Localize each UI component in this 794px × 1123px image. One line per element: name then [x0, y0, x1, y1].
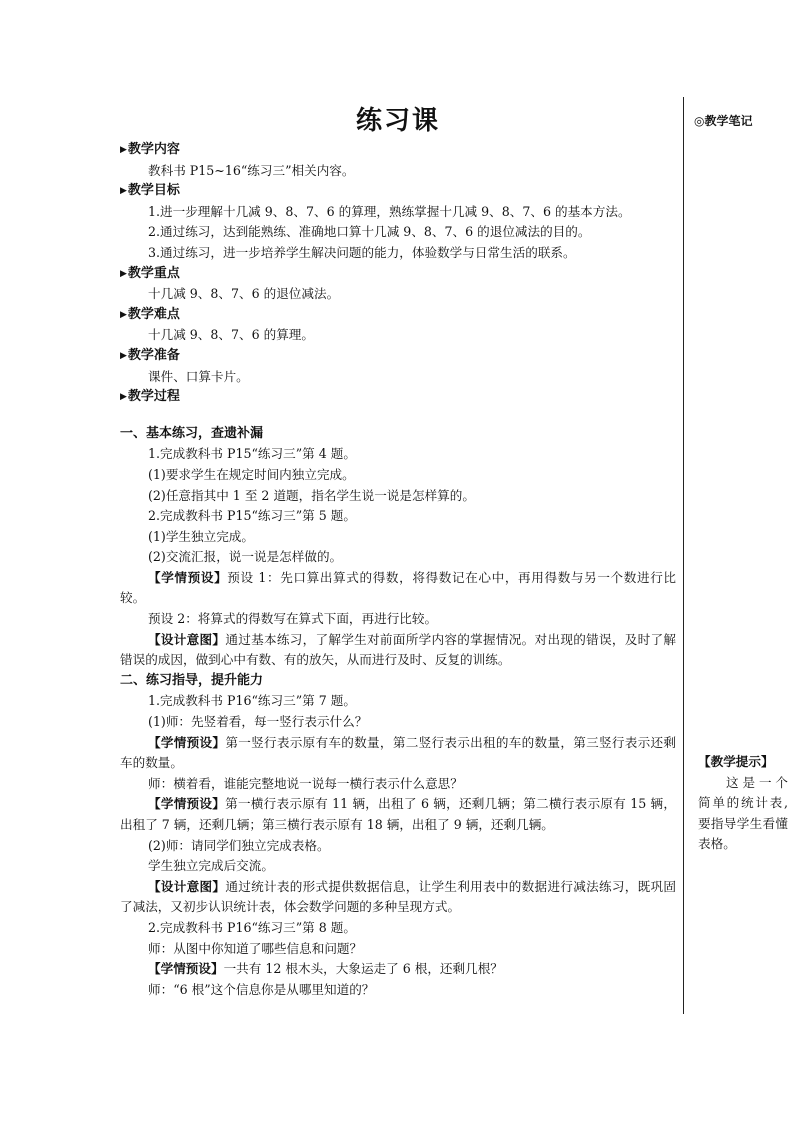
content-text: 教科书 P15~16“练习三”相关内容。 — [148, 162, 355, 178]
page-title: 练习课 — [355, 106, 440, 136]
triangle-bullet-icon: ▶ — [120, 309, 127, 320]
paragraph: 1.完成教科书 P16“练习三”第 7 题。 — [148, 693, 356, 709]
paragraph: (1)学生独立完成。 — [148, 528, 254, 544]
section-heading-goals: ▶教学目标 — [120, 183, 180, 199]
paragraph: 2.完成教科书 P15“练习三”第 5 题。 — [148, 508, 356, 524]
design-paragraph: 【设计意图】通过统计表的形式提供数据信息，让学生利用表中的数据进行减法练习，既巩固了减法，又初步认识统计表，体会数学问题的多种呈现方式。 — [120, 878, 677, 915]
tag-label: 【设计意图】 — [148, 878, 226, 894]
paragraph: (1)要求学生在规定时间内独立完成。 — [148, 466, 355, 482]
tag-label: 【学情预设】 — [148, 569, 228, 585]
paragraph: 师：“6 根”这个信息你是从哪里知道的？ — [148, 981, 375, 997]
tag-label: 【学情预设】 — [148, 961, 224, 977]
tag-label: 【设计意图】 — [148, 631, 226, 647]
paragraph: 2.完成教科书 P16“练习三”第 8 题。 — [148, 919, 356, 935]
preset-paragraph: 【学情预设】一共有 12 根木头，大象运走了 6 根，还剩几根？ — [148, 961, 503, 977]
triangle-bullet-icon: ▶ — [120, 145, 127, 155]
tag-label: 【学情预设】 — [148, 734, 226, 750]
paragraph: (2)交流汇报，说一说是怎样做的。 — [148, 549, 343, 565]
triangle-bullet-icon: ▶ — [120, 392, 127, 403]
paragraph: (2)师：请同学们独立完成表格。 — [148, 837, 330, 853]
preset-paragraph: 【学情预设】第一横行表示原有 11 辆，出租了 6 辆，还剩几辆；第二横行表示原有 15 辆，出租了 7 辆，还剩几辆；第三横行表示原有 18 辆，出租了 9 辆，还剩几辆。 — [120, 796, 676, 832]
paragraph: 预设 2：将算式的得数写在算式下面，再进行比较。 — [148, 611, 438, 627]
part1-heading: 一、基本练习，查遗补漏 — [120, 425, 264, 441]
section-heading-difficulty: ▶教学难点 — [120, 306, 180, 322]
main-content — [120, 140, 676, 1000]
part2-heading: 二、练习指导，提升能力 — [120, 672, 264, 688]
paragraph: (2)任意指其中 1 至 2 道题，指名学生说一说是怎样算的。 — [148, 487, 475, 503]
goal-item: 1.进一步理解十几减 9、8、7、6 的算理，熟练掌握十几减 9、8、7、6 的基本方法。 — [148, 203, 631, 219]
paragraph: 师：横着看，谁能完整地说一说每一横行表示什么意思？ — [148, 775, 463, 791]
preset-paragraph: 【学情预设】第一竖行表示原有车的数量，第二竖行表示出租的车的数量，第三竖行表示还剩车的数量。 — [120, 734, 677, 771]
triangle-bullet-icon: ▶ — [120, 186, 127, 197]
section-heading-process: ▶教学过程 — [120, 389, 180, 405]
notes-label: ◎教学笔记 — [694, 114, 753, 128]
key-text: 十几减 9、8、7、6 的退位减法。 — [148, 286, 340, 302]
section-heading-key: ▶教学重点 — [120, 265, 180, 281]
preset-paragraph: 【学情预设】预设 1：先口算出算式的得数，将得数记在心中，再用得数与另一个数进行比较。 — [120, 569, 676, 606]
paragraph: (1)师：先竖着看，每一竖行表示什么？ — [148, 714, 368, 730]
paragraph: 1.完成教科书 P15“练习三”第 4 题。 — [148, 446, 356, 462]
paragraph: 学生独立完成后交流。 — [148, 858, 274, 874]
difficulty-text: 十几减 9、8、7、6 的算理。 — [148, 327, 314, 343]
spacer — [120, 408, 676, 424]
triangle-bullet-icon: ▶ — [120, 350, 127, 361]
goal-item: 3.通过练习，进一步培养学生解决问题的能力，体验数学与日常生活的联系。 — [148, 244, 576, 260]
triangle-bullet-icon: ▶ — [120, 268, 127, 279]
goal-item: 2.通过练习，达到能熟练、准确地口算十几减 9、8、7、6 的退位减法的目的。 — [148, 224, 591, 240]
section-heading-prep: ▶教学准备 — [120, 347, 180, 363]
tag-label: 【学情预设】 — [148, 796, 226, 812]
design-paragraph: 【设计意图】通过基本练习，了解学生对前面所学内容的掌握情况。对出现的错误，及时了解错误的成因，做到心中有数、有的放矢，从而进行及时、反复的训练。 — [120, 631, 677, 668]
teaching-tip — [698, 752, 788, 855]
tip-label: 【教学提示】 — [698, 754, 774, 769]
column-divider — [683, 97, 684, 1014]
paragraph: 师：从图中你知道了哪些信息和问题？ — [148, 940, 363, 956]
section-heading-content: ▶教学内容 — [120, 142, 180, 157]
prep-text: 课件、口算卡片。 — [148, 368, 249, 384]
tip-text: 这是一个简单的统计表,要指导学生看懂表格。 — [698, 774, 788, 852]
